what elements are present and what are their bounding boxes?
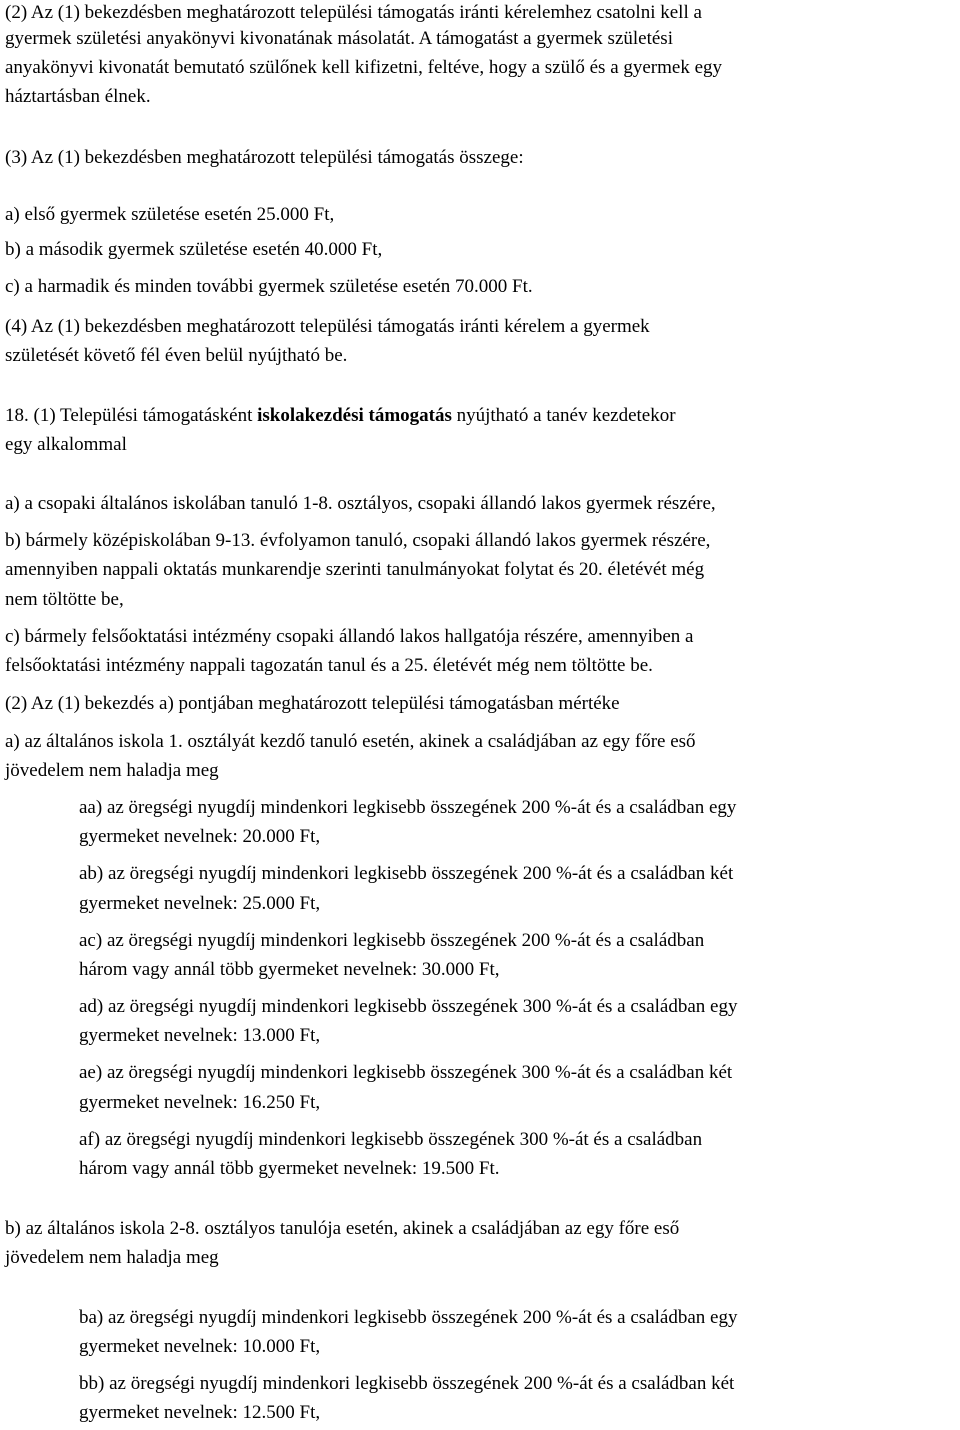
section-18-tail: nyújtható a tanév kezdetekor — [451, 405, 676, 426]
sub-item: ac) az öregségi nyugdíj mindenkori legkisebb összegének 200 %-át és a családban — [79, 930, 705, 951]
text-line: jövedelem nem haladja meg — [5, 1247, 219, 1268]
text-line: nem töltötte be, — [5, 589, 124, 610]
sub-item-cont: gyermeket nevelnek: 25.000 Ft, — [79, 893, 321, 914]
sub-item: ab) az öregségi nyugdíj mindenkori legkisebb összegének 200 %-át és a családban két — [79, 863, 734, 884]
text-line: amennyiben nappali oktatás munkarendje szerinti tanulmányokat folytat és 20. életévét még — [5, 559, 705, 580]
sub-item-cont: gyermeket nevelnek: 10.000 Ft, — [79, 1336, 321, 1357]
sub-item-cont: gyermeket nevelnek: 13.000 Ft, — [79, 1025, 321, 1046]
text-line: jövedelem nem haladja meg — [5, 760, 219, 781]
list-item: a) első gyermek születése esetén 25.000 Ft, — [5, 204, 335, 225]
section-18-heading — [5, 403, 676, 429]
sub-item-cont: három vagy annál több gyermeket nevelnek: 19.500 Ft. — [79, 1158, 500, 1179]
list-item: c) a harmadik és minden további gyermek születése esetén 70.000 Ft. — [5, 276, 533, 297]
list-item: a) az általános iskola 1. osztályát kezdő tanuló esetén, akinek a családjában az egy főre eső — [5, 731, 696, 752]
text-line: felsőoktatási intézmény nappali tagozatán tanul és a 25. életévét még nem töltötte be. — [5, 655, 653, 676]
text-line: születését követő fél éven belül nyújtható be. — [5, 345, 348, 366]
list-item: b) bármely középiskolában 9-13. évfolyamon tanuló, csopaki állandó lakos gyermek részére, — [5, 530, 711, 551]
sub-item-cont: gyermeket nevelnek: 12.500 Ft, — [79, 1402, 321, 1423]
sub-item-cont: gyermeket nevelnek: 16.250 Ft, — [79, 1092, 321, 1113]
sub-item-cont: gyermeket nevelnek: 20.000 Ft, — [79, 826, 321, 847]
text-line: (4) Az (1) bekezdésben meghatározott települési támogatás iránti kérelem a gyermek — [5, 316, 650, 337]
list-item: b) a második gyermek születése esetén 40.000 Ft, — [5, 239, 383, 260]
text-line: gyermek születési anyakönyvi kivonatának másolatát. A támogatást a gyermek születési — [5, 28, 673, 49]
sub-item: aa) az öregségi nyugdíj mindenkori legkisebb összegének 200 %-át és a családban egy — [79, 797, 737, 818]
text-line: háztartásban élnek. — [5, 86, 151, 107]
sub-item: ba) az öregségi nyugdíj mindenkori legkisebb összegének 200 %-át és a családban egy — [79, 1307, 738, 1328]
list-item: b) az általános iskola 2-8. osztályos tanulója esetén, akinek a családjában az egy főre eső — [5, 1218, 680, 1239]
sub-item: ae) az öregségi nyugdíj mindenkori legkisebb összegének 300 %-át és a családban két — [79, 1062, 733, 1083]
sub-item: af) az öregségi nyugdíj mindenkori legkisebb összegének 300 %-át és a családban — [79, 1129, 703, 1150]
sub-item-cont: három vagy annál több gyermeket nevelnek: 30.000 Ft, — [79, 959, 500, 980]
section-18-lead: 18. (1) Települési támogatásként — [5, 405, 258, 426]
section-18-bold: iskolakezdési támogatás — [257, 405, 452, 426]
text-line: (2) Az (1) bekezdésben meghatározott települési támogatás iránti kérelemhez csatolni kell a — [5, 2, 702, 23]
sub-item: ad) az öregségi nyugdíj mindenkori legkisebb összegének 300 %-át és a családban egy — [79, 996, 738, 1017]
sub-item: bb) az öregségi nyugdíj mindenkori legkisebb összegének 200 %-át és a családban két — [79, 1373, 735, 1394]
list-item: a) a csopaki általános iskolában tanuló 1-8. osztályos, csopaki állandó lakos gyermek részére, — [5, 493, 716, 514]
list-item: c) bármely felsőoktatási intézmény csopaki állandó lakos hallgatója részére, amennyiben a — [5, 626, 694, 647]
text-line: (2) Az (1) bekezdés a) pontjában meghatározott települési támogatásban mértéke — [5, 693, 620, 714]
paragraph-3-heading: (3) Az (1) bekezdésben meghatározott települési támogatás összege: — [5, 147, 524, 168]
text-line: egy alkalommal — [5, 434, 127, 455]
text-line: anyakönyvi kivonatát bemutató szülőnek kell kifizetni, feltéve, hogy a szülő és a gyermek egy — [5, 57, 723, 78]
